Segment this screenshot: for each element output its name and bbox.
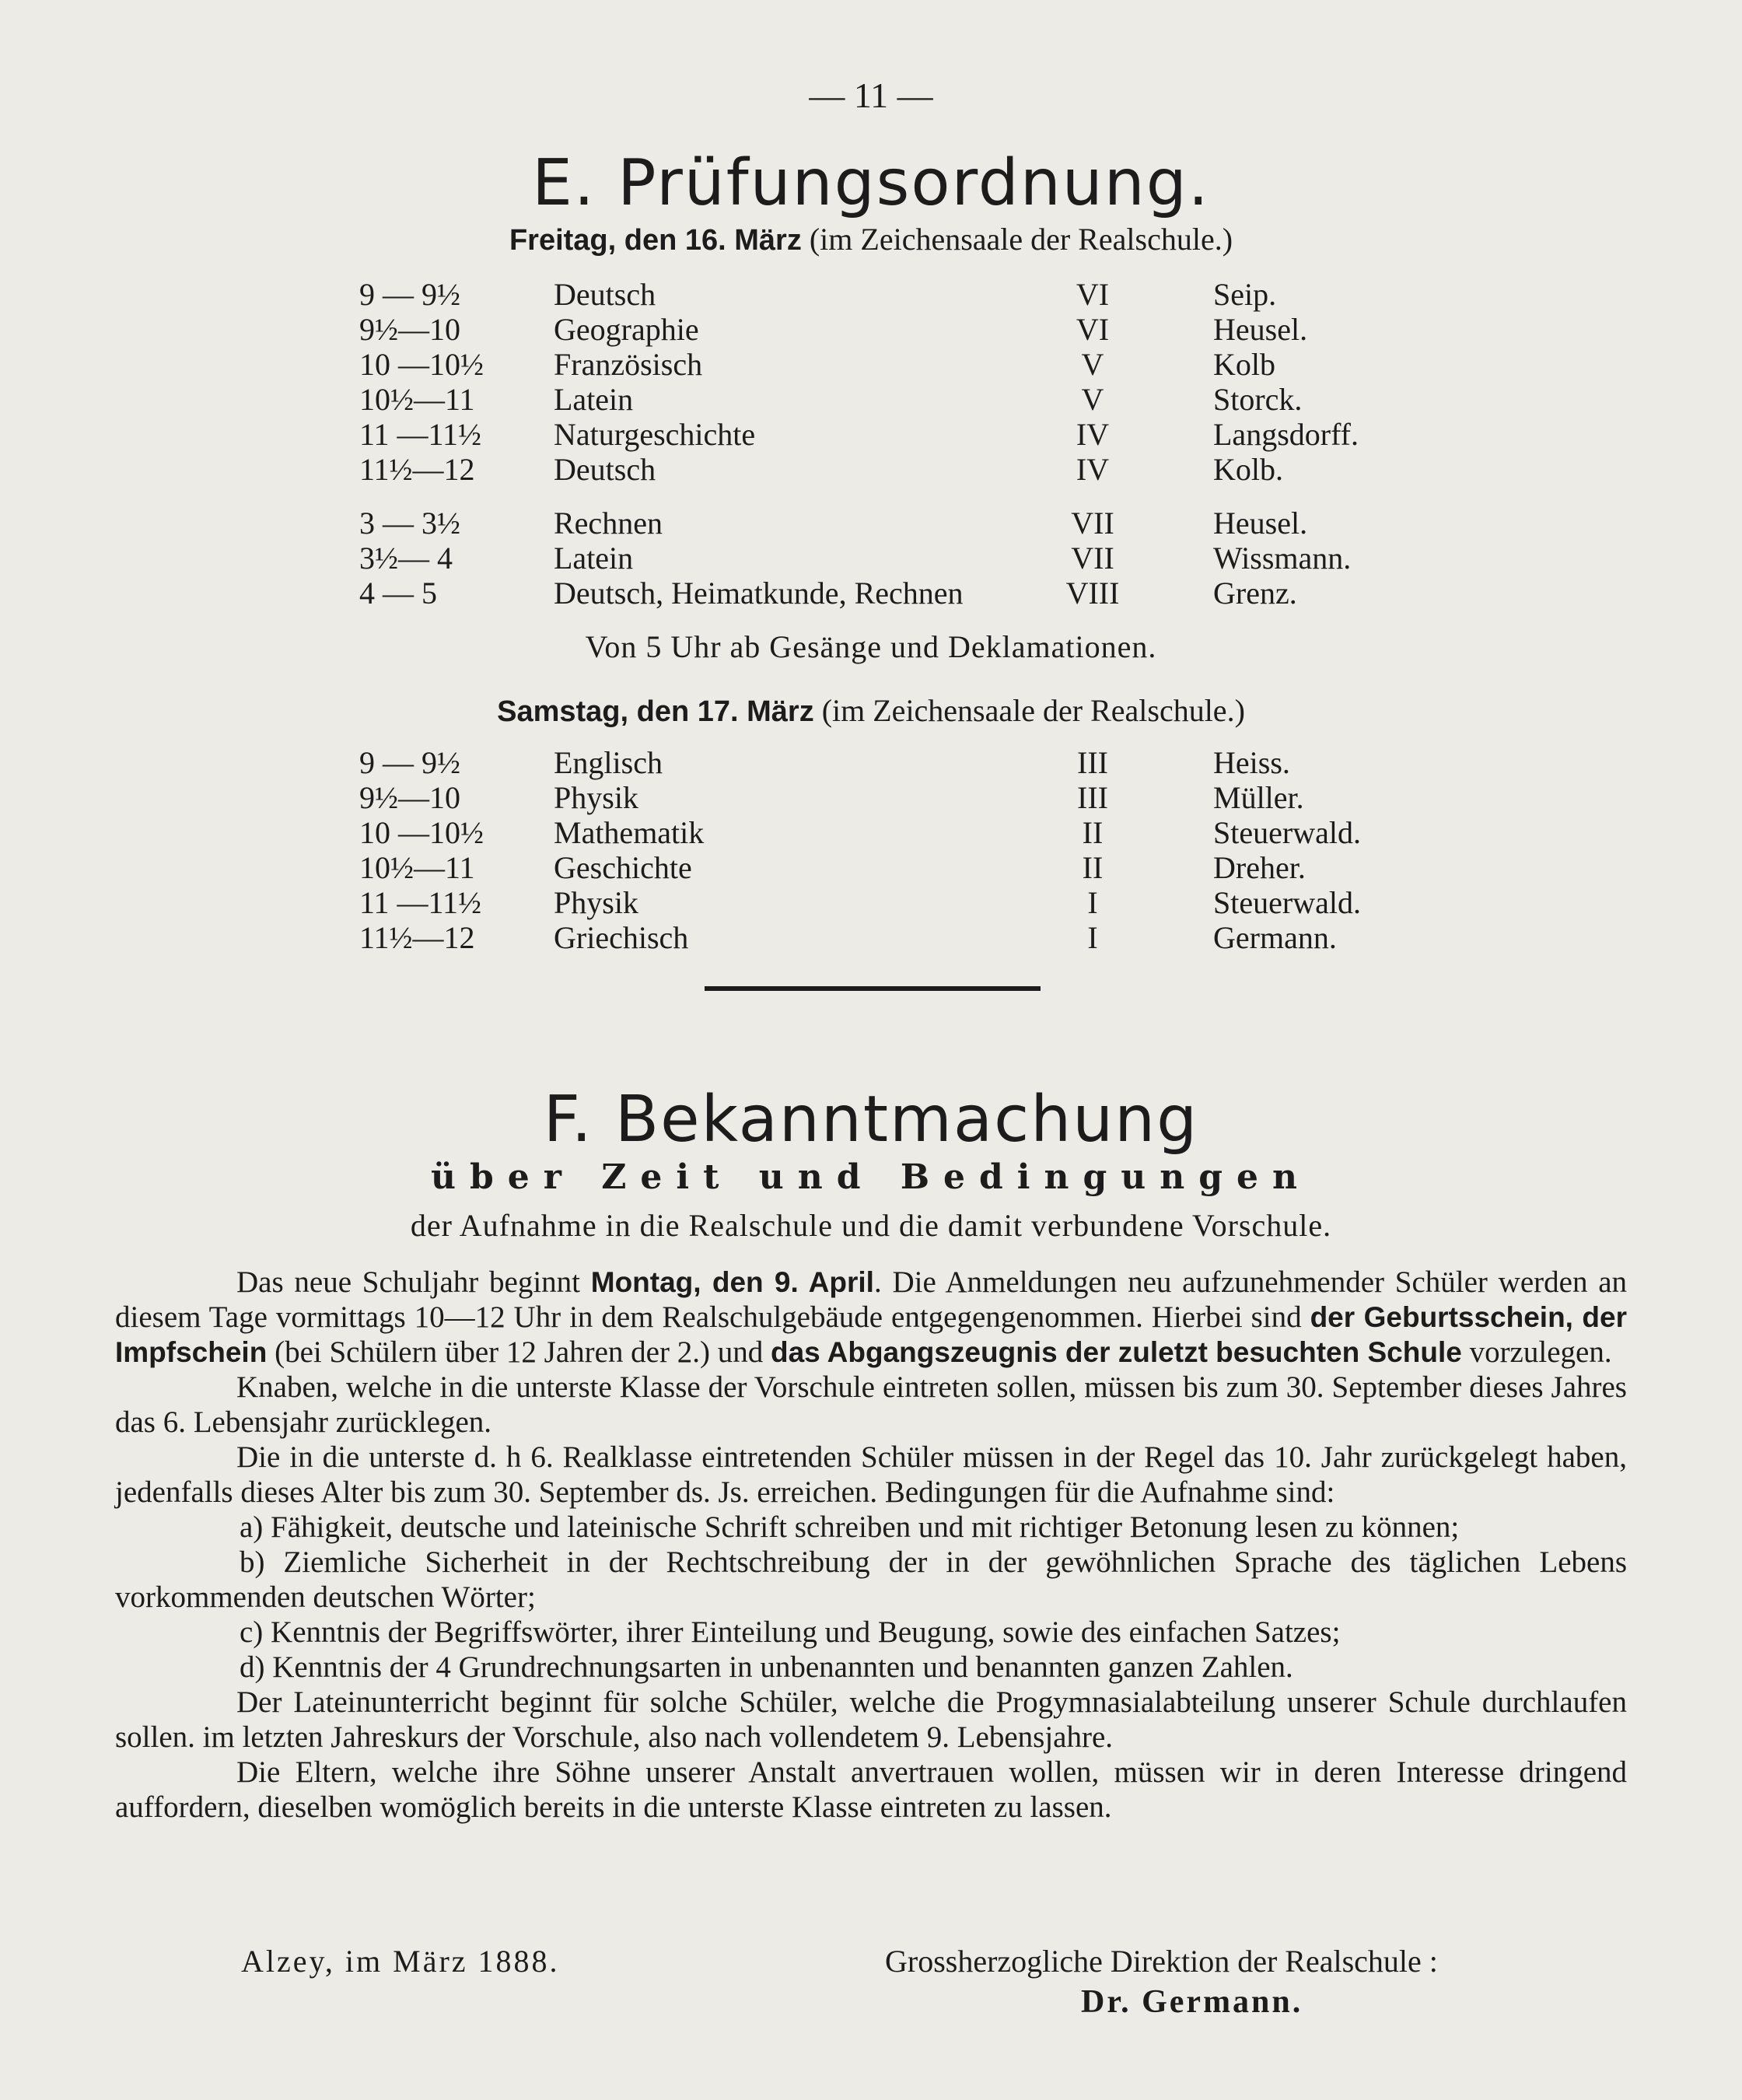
teacher-cell: Wissmann.	[1213, 541, 1352, 576]
bold-certificate: das Abgangszeugnis der zuletzt besuchten Schule	[770, 1336, 1462, 1368]
teacher-cell: Heiss.	[1213, 745, 1290, 780]
table-row	[0, 452, 1742, 487]
class-cell: II	[1082, 850, 1104, 885]
list-item: d) Kenntnis der 4 Grundrechnungsarten in unbenannten und benannten ganzen Zahlen.	[240, 1650, 1293, 1684]
day2-location: (im Zeichensaale der Realschule.)	[813, 693, 1245, 728]
subject-cell: Deutsch	[554, 452, 656, 487]
teacher-cell: Grenz.	[1213, 576, 1297, 611]
class-cell: V	[1081, 382, 1104, 417]
time-cell: 11½—12	[359, 920, 475, 955]
table-row	[0, 920, 1742, 955]
time-cell: 10½—11	[359, 382, 475, 417]
table-row	[0, 417, 1742, 452]
text-run: (bei Schülern über 12 Jahren der 2.) und	[267, 1335, 771, 1369]
evening-note: Von 5 Uhr ab Gesänge und Deklamationen.	[585, 629, 1157, 664]
teacher-cell: Seip.	[1213, 277, 1277, 312]
time-cell: 11 —11½	[359, 417, 482, 452]
day2-date: Samstag, den 17. März	[497, 695, 814, 728]
class-cell: III	[1077, 780, 1108, 815]
direction-line: Grossherzogliche Direktion der Realschule :	[885, 1944, 1438, 1979]
teacher-cell: Müller.	[1213, 780, 1304, 815]
class-cell: IV	[1076, 452, 1110, 487]
teacher-cell: Steuerwald.	[1213, 885, 1361, 920]
day1-date: Freitag, den 16. März	[509, 224, 802, 257]
subject-cell: Latein	[554, 382, 634, 417]
list-item: a) Fähigkeit, deutsche und lateinische Schrift schreiben und mit richtiger Betonung lesen zu können;	[240, 1510, 1460, 1544]
time-cell: 4 — 5	[359, 576, 437, 611]
teacher-cell: Dreher.	[1213, 850, 1306, 885]
class-cell: III	[1077, 745, 1108, 780]
table-row	[0, 850, 1742, 885]
place-date: Alzey, im März 1888.	[241, 1944, 560, 1979]
table-row	[0, 815, 1742, 850]
time-cell: 3½— 4	[359, 541, 453, 576]
class-cell: V	[1081, 347, 1104, 382]
teacher-cell: Kolb	[1213, 347, 1275, 382]
teacher-cell: Storck.	[1213, 382, 1303, 417]
text-run: Das neue Schuljahr beginnt	[236, 1265, 591, 1299]
teacher-cell: Heusel.	[1213, 312, 1308, 347]
paragraph-vorschule: Knaben, welche in die unterste Klasse der Vorschule eintreten sollen, müssen bis zum 30. September dieses Jahres das 6. Lebensjahr zurücklegen.	[115, 1370, 1627, 1439]
signature: Dr. Germann.	[1081, 1984, 1303, 2020]
list-item: c) Kenntnis der Begriffswörter, ihrer Einteilung und Beugung, sowie des einfachen Satzes;	[240, 1615, 1341, 1649]
bold-date: Montag, den 9. April	[590, 1266, 874, 1298]
time-cell: 9 — 9½	[359, 745, 460, 780]
time-cell: 10 —10½	[359, 347, 484, 382]
paragraph-enrollment	[115, 1265, 1627, 1370]
table-row	[0, 745, 1742, 780]
time-cell: 11 —11½	[359, 885, 482, 920]
time-cell: 11½—12	[359, 452, 475, 487]
subject-cell: Physik	[554, 780, 638, 815]
time-cell: 10 —10½	[359, 815, 484, 850]
class-cell: VII	[1071, 506, 1114, 541]
table-row	[0, 382, 1742, 417]
subject-cell: Deutsch	[554, 277, 656, 312]
class-cell: I	[1087, 920, 1098, 955]
section-divider	[705, 986, 1041, 991]
teacher-cell: Heusel.	[1213, 506, 1308, 541]
time-cell: 9½—10	[359, 780, 460, 815]
table-row	[0, 885, 1742, 920]
announcement-body	[115, 1265, 1627, 1825]
day2-heading	[0, 692, 1742, 729]
paragraph-parents: Die Eltern, welche ihre Söhne unserer Anstalt anvertrauen wollen, müssen wir in deren Interesse dringend auffordern, dieselben womöglich bereits in die unterste Klasse eintreten zu lassen.	[115, 1755, 1627, 1824]
section-f-title: F. Bekanntmachung	[543, 1083, 1199, 1157]
class-cell: VI	[1076, 277, 1110, 312]
teacher-cell: Germann.	[1213, 920, 1337, 955]
table-row	[0, 780, 1742, 815]
class-cell: VI	[1076, 312, 1110, 347]
subject-cell: Englisch	[554, 745, 663, 780]
subject-cell: Mathematik	[554, 815, 705, 850]
table-row	[0, 277, 1742, 312]
subject-cell: Physik	[554, 885, 638, 920]
day1-location: (im Zeichensaale der Realschule.)	[801, 222, 1233, 257]
class-cell: II	[1082, 815, 1104, 850]
subject-cell: Geographie	[554, 312, 699, 347]
time-cell: 10½—11	[359, 850, 475, 885]
class-cell: VII	[1071, 541, 1114, 576]
table-row	[0, 312, 1742, 347]
section-e-title: E. Prüfungsordnung.	[532, 146, 1210, 220]
time-cell: 9 — 9½	[359, 277, 460, 312]
schedule-saturday	[0, 745, 1742, 955]
schedule-friday-morning	[0, 277, 1742, 487]
paragraph-realklasse: Die in die unterste d. h 6. Realklasse eintretenden Schüler müssen in der Regel das 10. Jahr zurückgelegt haben, jedenfalls dieses Alter bis zum 30. September ds. Js. erreichen. Bedingungen für die Aufnahme sind:	[115, 1440, 1627, 1509]
subject-cell: Naturgeschichte	[554, 417, 756, 452]
subject-cell: Deutsch, Heimatkunde, Rechnen	[554, 576, 964, 611]
class-cell: I	[1087, 885, 1098, 920]
subject-cell: Griechisch	[554, 920, 689, 955]
table-row	[0, 576, 1742, 611]
table-row	[0, 347, 1742, 382]
subject-cell: Latein	[554, 541, 634, 576]
list-item: b) Ziemliche Sicherheit in der Rechtschreibung der in der gewöhnlichen Sprache des täglichen Lebens vorkommenden deutschen Wörter;	[115, 1545, 1627, 1614]
subject-cell: Geschichte	[554, 850, 692, 885]
day1-heading	[0, 221, 1742, 257]
text-run: vorzulegen.	[1461, 1335, 1612, 1369]
bold-documents: der Geburtsschein, der Impfschein	[115, 1301, 1627, 1368]
table-row	[0, 506, 1742, 541]
paragraph-latin: Der Lateinunterricht beginnt für solche Schüler, welche die Progymnasialabteilung unserer Schule durchlaufen sollen. im letzten Jahreskurs der Vorschule, also nach vollendetem 9. Lebensjahre.	[115, 1685, 1627, 1754]
section-f-subtitle2: der Aufnahme in die Realschule und die damit verbundene Vorschule.	[410, 1208, 1332, 1243]
teacher-cell: Kolb.	[1213, 452, 1283, 487]
text-run: . Die Anmeldungen neu aufzunehmender Schüler werden an diesem Tage vormittags 10—12 Uhr in dem Realschulgebäude entgegengenommen. Hierbei sind	[115, 1265, 1628, 1334]
class-cell: VIII	[1065, 576, 1120, 611]
subject-cell: Rechnen	[554, 506, 663, 541]
schedule-friday-afternoon	[0, 506, 1742, 611]
class-cell: IV	[1076, 417, 1110, 452]
table-row	[0, 541, 1742, 576]
section-f-subtitle: über Zeit und Bedingungen	[431, 1157, 1311, 1197]
time-cell: 9½—10	[359, 312, 460, 347]
time-cell: 3 — 3½	[359, 506, 460, 541]
subject-cell: Französisch	[554, 347, 703, 382]
teacher-cell: Langsdorff.	[1213, 417, 1359, 452]
page-number: — 11 —	[809, 75, 933, 115]
teacher-cell: Steuerwald.	[1213, 815, 1361, 850]
